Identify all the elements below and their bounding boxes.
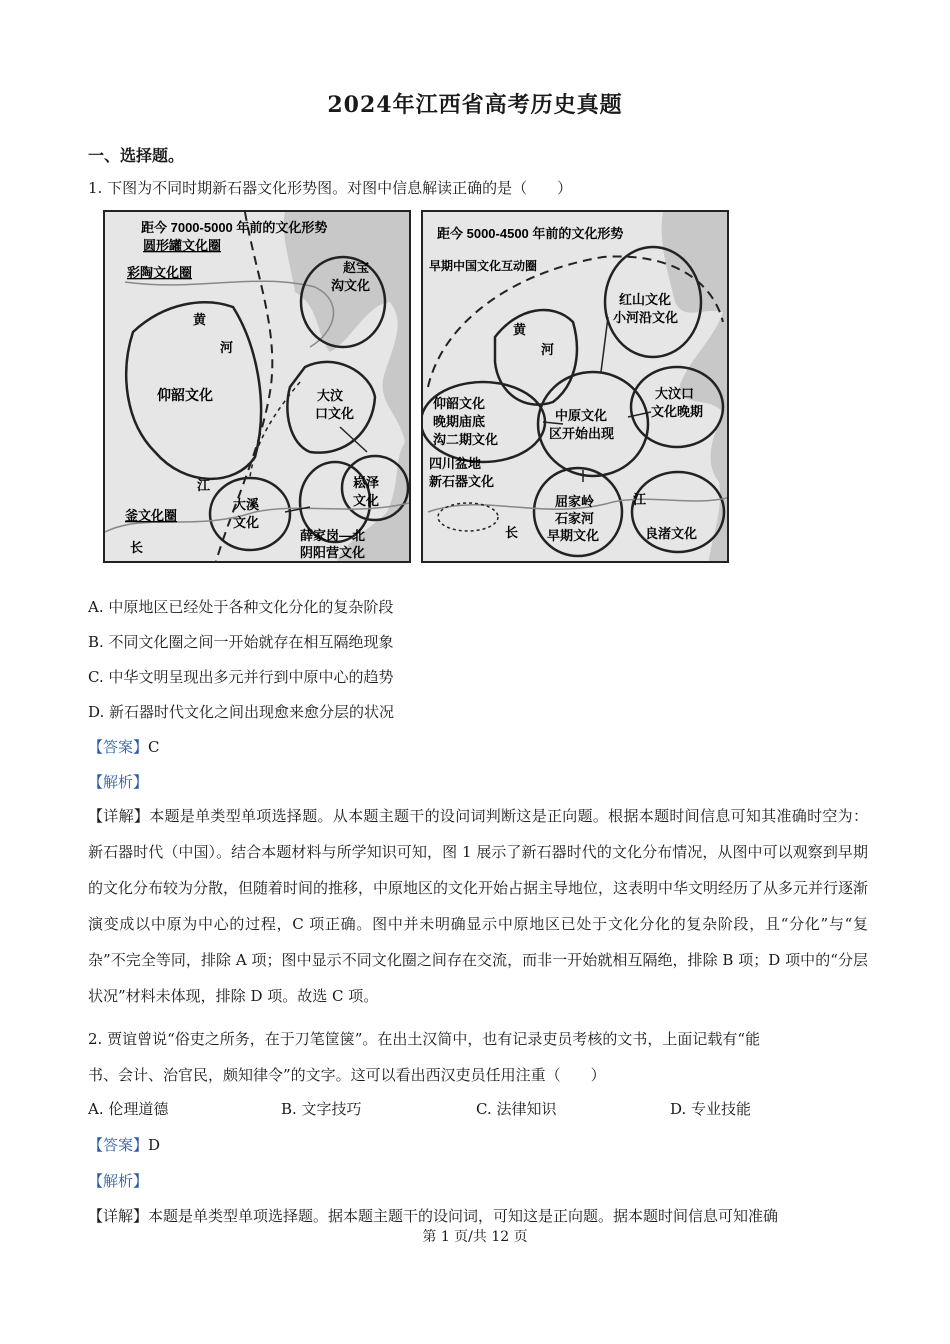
map1-label-chang: 长 <box>130 540 144 555</box>
map2-label-yangshao1: 仰韶文化 <box>433 396 486 411</box>
map2-title: 距今 5000-4500 年前的文化形势 <box>437 226 624 241</box>
map1-label-jiang: 江 <box>197 478 211 493</box>
map1-label-he: 河 <box>220 340 234 355</box>
map1-label-caitao: 彩陶文化圈 <box>127 265 193 280</box>
q1-option-b: B. 不同文化圈之间一开始就存在相互隔绝现象 <box>88 633 394 651</box>
question-1-stem: 1. 下图为不同时期新石器文化形势图。对图中信息解读正确的是（ ） <box>88 179 573 197</box>
map1-label-xuejia2: 阴阳营文化 <box>300 545 366 560</box>
map2-label-hongshan1: 红山文化 <box>619 292 672 307</box>
q1-option-a: A. 中原地区已经处于各种文化分化的复杂阶段 <box>88 598 394 616</box>
map1-label-yuanxingguan: 圆形罐文化圈 <box>143 238 222 253</box>
map-5000-4500 <box>421 210 729 563</box>
map2-label-chang: 长 <box>505 525 519 540</box>
map2-label-hongshan2: 小河沿文化 <box>613 310 679 325</box>
map1-label-fu: 釜文化圈 <box>125 508 178 523</box>
map1-label-zhaobao1: 赵宝 <box>343 260 370 275</box>
map2-label-huang: 黄 <box>513 322 527 337</box>
map1-label-daxi2: 文化 <box>233 515 260 530</box>
map1-label-daxi1: 大溪 <box>233 497 260 512</box>
answer-value: C <box>148 738 160 756</box>
map2-label-sichuan2: 新石器文化 <box>429 474 495 489</box>
map1-label-songze1: 崧泽 <box>353 475 380 490</box>
map1-label-songze2: 文化 <box>353 493 380 508</box>
map2-label-liangzhu: 良渚文化 <box>645 526 698 541</box>
map2-label-he: 河 <box>541 342 555 357</box>
map1-label-dawenkou1: 大汶 <box>317 388 344 403</box>
map2-label-zhongyuan2: 区开始出现 <box>549 426 615 441</box>
question-2-stem-line2: 书、会计、治官民，颇知律令”的文字。这可以看出西汉吏员任用注重（ ） <box>88 1066 606 1084</box>
section-heading: 一、选择题。 <box>88 146 185 165</box>
map1-label-dawenkou2: 口文化 <box>315 406 355 421</box>
map2-label-jiang: 江 <box>633 492 647 507</box>
answer-label: 【答案】 <box>88 738 149 756</box>
q1-option-c: C. 中华文明呈现出多元并行到中原中心的趋势 <box>88 668 394 686</box>
question-2-stem-line1: 2. 贾谊曾说“俗吏之所务，在于刀笔筐箧”。在出土汉简中，也有记录吏员考核的文书，上面记载有“能 <box>88 1030 761 1048</box>
map2-label-qujialing3: 早期文化 <box>547 528 600 543</box>
map2-label-qujialing2: 石家河 <box>555 511 595 526</box>
map1-label-zhaobao2: 沟文化 <box>331 278 371 293</box>
detail-label: 【详解】 <box>88 807 150 825</box>
detail-text: 本题是单类型单项选择题。据本题主题干的设问词，可知这是正向题。据本题时间信息可知准确 <box>148 1207 779 1225</box>
q1-analysis-label: 【解析】 <box>88 773 149 791</box>
map2-label-sichuan1: 四川盆地 <box>429 456 482 471</box>
q2-option-a: A. 伦理道德 <box>88 1100 169 1118</box>
answer-label: 【答案】 <box>88 1136 149 1154</box>
q1-option-d: D. 新石器时代文化之间出现愈来愈分层的状况 <box>88 703 395 721</box>
map2-label-dawenkou2: 文化晚期 <box>651 404 704 419</box>
q1-detail <box>88 798 868 1014</box>
page-footer: 第 1 页/共 12 页 <box>422 1229 528 1245</box>
map2-label-zhongyuan1: 中原文化 <box>555 408 608 423</box>
map2-label-yangshao3: 沟二期文化 <box>433 432 499 447</box>
map2-label-qujialing1: 屈家岭 <box>555 494 595 509</box>
detail-label: 【详解】 <box>88 1207 149 1225</box>
map2-label-yangshao2: 晚期庙底 <box>433 414 486 429</box>
page-title: 2024年江西省高考历史真题 <box>327 92 623 118</box>
q2-detail <box>88 1205 778 1226</box>
map2-label-early: 早期中国文化互动圈 <box>429 259 538 273</box>
sichuan-circle <box>438 503 498 531</box>
answer-value: D <box>148 1136 161 1154</box>
zhongyuan-circle <box>538 372 648 476</box>
q2-answer <box>88 1134 160 1155</box>
q2-analysis-label: 【解析】 <box>88 1172 149 1190</box>
detail-text: 本题是单类型单项选择题。从本题主题干的设问词判断这是正向题。根据本题时间信息可知其准确时空为：新石器时代（中国）。结合本题材料与所学知识可知，图 1 展示了新石器时代的文化分布情况，从图中可以观察到早期的文化分布较为分散，但随着时间的推移，中原地区的文化开始占据主导地位，这表明中华文明经历了从多元并行逐渐演变成以中原为中心的过程，C 项正确。图中并未明确显示中原地区已处于文化分化的复杂阶段，且“分化”与“复杂”不完全等同，排除 A 项；图中显示不同文化圈之间存在交流，而非一开始就相互隔绝，排除 B 项；D 项中的“分层状况”材料未体现，排除 D 项。故选 C 项。 <box>88 807 869 1005</box>
map1-title: 距今 7000-5000 年前的文化形势 <box>141 220 328 235</box>
map1-arrow1 <box>250 382 300 477</box>
map2-arrow1 <box>601 317 608 372</box>
map-7000-5000 <box>103 210 411 563</box>
q2-option-d: D. 专业技能 <box>670 1100 752 1118</box>
q2-option-b: B. 文字技巧 <box>281 1100 362 1118</box>
map1-label-yangshao: 仰韶文化 <box>157 387 213 403</box>
q2-option-c: C. 法律知识 <box>476 1100 557 1118</box>
map2-label-dawenkou1: 大汶口 <box>655 386 695 401</box>
map2-huanghe-loop <box>495 310 577 405</box>
culture-maps <box>103 210 729 565</box>
map1-label-huang: 黄 <box>193 312 207 327</box>
q1-answer <box>88 736 160 757</box>
map1-label-xuejia1: 薛家岗—北 <box>300 528 366 543</box>
